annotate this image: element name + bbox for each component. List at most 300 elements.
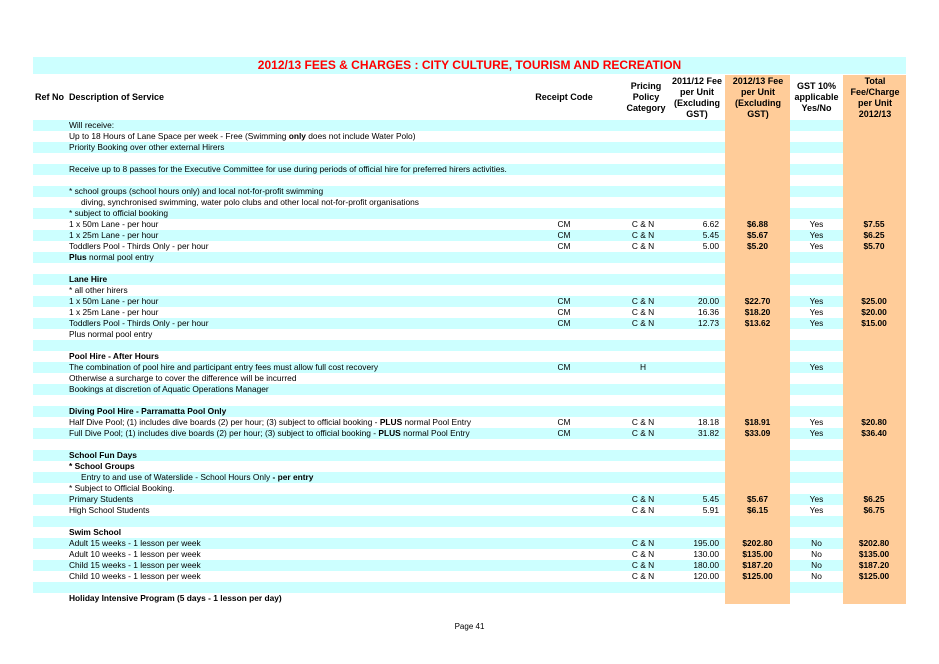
- fee-2012: [726, 582, 789, 593]
- total-fee: $6.25: [863, 230, 885, 240]
- gst-applicable: No: [811, 538, 822, 548]
- fee-2011: [669, 373, 719, 384]
- total-fee: $6.25: [863, 494, 885, 504]
- row-description: [69, 494, 529, 505]
- row-description: [69, 175, 529, 186]
- total-fee: $6.75: [863, 505, 885, 515]
- receipt-code: [538, 208, 590, 219]
- total-fee: $125.00: [858, 571, 890, 581]
- fee-2012: [726, 395, 789, 406]
- fee-2012: $5.20: [747, 241, 768, 251]
- table-row: [33, 439, 906, 450]
- gst-applicable: [791, 483, 842, 494]
- pricing-policy: C & N: [631, 494, 655, 504]
- total-fee: [845, 406, 903, 417]
- fee-2012: $5.67: [747, 494, 768, 504]
- row-description: [69, 538, 529, 549]
- pricing-policy: C & N: [631, 307, 655, 317]
- description-text: Adult 15 weeks - 1 lesson per week: [69, 538, 201, 548]
- table-row: [33, 472, 906, 483]
- header-description: Description of Service: [69, 92, 165, 102]
- fee-2012: [726, 406, 789, 417]
- fee-2011: [669, 450, 719, 461]
- pricing-policy: [623, 395, 663, 406]
- total-fee: [845, 461, 903, 472]
- description-text: Full Dive Pool; (1) includes dive boards (2) per hour; (3) subject to official booking -: [69, 428, 379, 438]
- row-description: [69, 142, 529, 153]
- description-bold: only: [288, 131, 306, 141]
- total-fee: [845, 439, 903, 450]
- description-bold: Swim School: [69, 527, 122, 537]
- total-fee: [845, 450, 903, 461]
- gst-applicable: Yes: [809, 241, 824, 251]
- fee-2011: 12.73: [698, 318, 719, 328]
- receipt-code: [538, 164, 590, 175]
- table-row: [33, 153, 906, 164]
- pricing-policy: [623, 175, 663, 186]
- receipt-code: [538, 494, 590, 505]
- total-fee: [845, 153, 903, 164]
- row-description: [69, 307, 529, 318]
- table-row: [33, 340, 906, 351]
- fee-2012: [726, 384, 789, 395]
- total-fee: $20.00: [861, 307, 887, 317]
- fee-2011: [669, 285, 719, 296]
- gst-applicable: Yes: [809, 505, 824, 515]
- pricing-policy: [623, 197, 663, 208]
- total-fee: [845, 472, 903, 483]
- row-description: [69, 549, 529, 560]
- fee-2011: [669, 329, 719, 340]
- total-fee: [845, 186, 903, 197]
- row-description: [69, 120, 529, 131]
- fee-2011: [669, 186, 719, 197]
- table-row: [33, 142, 906, 153]
- description-text-cont: normal pool entry: [86, 252, 154, 262]
- receipt-code: [538, 472, 590, 483]
- row-description: [69, 516, 529, 527]
- total-fee: [845, 252, 903, 263]
- table-row: [33, 285, 906, 296]
- table-row: [33, 307, 906, 318]
- table-row: [33, 549, 906, 560]
- fee-2012: [726, 208, 789, 219]
- fee-2011: [669, 340, 719, 351]
- description-text: Toddlers Pool - Thirds Only - per hour: [69, 241, 209, 251]
- table-row: [33, 417, 906, 428]
- table-row: [33, 505, 906, 516]
- table-row: [33, 241, 906, 252]
- row-description: [69, 483, 529, 494]
- pricing-policy: C & N: [631, 428, 655, 438]
- header-receipt-code: Receipt Code: [535, 92, 593, 102]
- fee-2012: [726, 362, 789, 373]
- description-text: Primary Students: [69, 494, 134, 504]
- total-fee: [845, 384, 903, 395]
- gst-applicable: [791, 593, 842, 604]
- fee-2011: 5.91: [702, 505, 719, 515]
- row-description: [69, 252, 529, 263]
- table-row: [33, 351, 906, 362]
- receipt-code: [538, 153, 590, 164]
- receipt-code: CM: [557, 318, 571, 328]
- receipt-code: [538, 560, 590, 571]
- fee-2011: [669, 142, 719, 153]
- table-row: [33, 252, 906, 263]
- gst-applicable: Yes: [809, 362, 824, 372]
- fee-2011: [669, 395, 719, 406]
- fee-2012: $18.91: [744, 417, 771, 427]
- gst-applicable: [791, 373, 842, 384]
- table-row: [33, 318, 906, 329]
- gst-applicable: [791, 153, 842, 164]
- total-fee: [845, 527, 903, 538]
- receipt-code: [538, 527, 590, 538]
- receipt-code: [538, 274, 590, 285]
- fee-2012: [726, 516, 789, 527]
- fee-2012: [726, 472, 789, 483]
- fee-2011: 180.00: [693, 560, 719, 570]
- row-description: [69, 428, 529, 439]
- pricing-policy: [623, 461, 663, 472]
- fee-2012: [726, 439, 789, 450]
- gst-applicable: Yes: [809, 318, 824, 328]
- fee-2012: $5.67: [747, 230, 768, 240]
- description-text: The combination of pool hire and participant entry fees must allow full cost recovery: [69, 362, 379, 372]
- row-description: [69, 230, 529, 241]
- receipt-code: [538, 571, 590, 582]
- fee-2011: [669, 175, 719, 186]
- fee-2011: [669, 406, 719, 417]
- pricing-policy: [623, 340, 663, 351]
- gst-applicable: [791, 527, 842, 538]
- fee-2011: 20.00: [698, 296, 719, 306]
- pricing-policy: [623, 516, 663, 527]
- fee-2012: [726, 593, 789, 604]
- fee-2011: [669, 153, 719, 164]
- row-description: [69, 186, 529, 197]
- gst-applicable: [791, 406, 842, 417]
- total-fee: $135.00: [858, 549, 890, 559]
- description-text: 1 x 50m Lane - per hour: [69, 219, 159, 229]
- pricing-policy: [623, 131, 663, 142]
- gst-applicable: [791, 582, 842, 593]
- receipt-code: CM: [557, 307, 571, 317]
- table-row: [33, 384, 906, 395]
- gst-applicable: [791, 329, 842, 340]
- gst-applicable: No: [811, 560, 822, 570]
- fee-2012: $6.88: [747, 219, 768, 229]
- description-bold: Plus: [69, 252, 87, 262]
- table-row: [33, 461, 906, 472]
- table-row: [33, 571, 906, 582]
- fee-2012: [726, 450, 789, 461]
- receipt-code: [538, 197, 590, 208]
- receipt-code: [538, 131, 590, 142]
- pricing-policy: C & N: [631, 560, 655, 570]
- table-row: [33, 274, 906, 285]
- row-description: [69, 285, 529, 296]
- description-text: Entry to and use of Waterslide - School Hours Only: [81, 472, 273, 482]
- total-fee: [845, 285, 903, 296]
- description-text: Otherwise a surcharge to cover the difference will be incurred: [69, 373, 297, 383]
- fee-2011: [669, 263, 719, 274]
- fee-2012: [726, 285, 789, 296]
- pricing-policy: [623, 274, 663, 285]
- description-text: High School Students: [69, 505, 150, 515]
- pricing-policy: [623, 593, 663, 604]
- table-row: [33, 263, 906, 274]
- total-fee: [845, 362, 903, 373]
- row-description: [69, 384, 529, 395]
- fee-2012: [726, 186, 789, 197]
- receipt-code: CM: [557, 241, 571, 251]
- table-row: [33, 164, 906, 175]
- table-body: [33, 120, 906, 604]
- gst-applicable: [791, 395, 842, 406]
- fee-2012: $22.70: [744, 296, 771, 306]
- row-description: [69, 318, 529, 329]
- row-description: [69, 131, 529, 142]
- table-row: [33, 197, 906, 208]
- receipt-code: [538, 384, 590, 395]
- total-fee: [845, 582, 903, 593]
- description-text: 1 x 50m Lane - per hour: [69, 296, 159, 306]
- table-row: [33, 395, 906, 406]
- header-pricing-policy: Pricing Policy Category: [626, 81, 666, 113]
- fee-2011: [669, 593, 719, 604]
- row-description: [69, 329, 529, 340]
- total-fee: $5.70: [863, 241, 885, 251]
- total-fee: [845, 164, 903, 175]
- receipt-code: [538, 252, 590, 263]
- gst-applicable: [791, 472, 842, 483]
- receipt-code: [538, 516, 590, 527]
- description-text-cont: normal Pool Entry: [400, 428, 470, 438]
- table-row: [33, 428, 906, 439]
- total-fee: [845, 395, 903, 406]
- header-total: Total Fee/Charge per Unit 2012/13: [850, 75, 900, 119]
- total-fee: [845, 142, 903, 153]
- total-fee: $25.00: [861, 296, 887, 306]
- fee-2012: [726, 329, 789, 340]
- gst-applicable: No: [811, 571, 822, 581]
- gst-applicable: [791, 120, 842, 131]
- page-title: 2012/13 FEES & CHARGES : CITY CULTURE, TOURISM AND RECREATION: [33, 57, 906, 75]
- fee-2012: [726, 142, 789, 153]
- fee-2011: [669, 516, 719, 527]
- total-fee: [845, 274, 903, 285]
- table-row: [33, 582, 906, 593]
- pricing-policy: C & N: [631, 241, 655, 251]
- gst-applicable: [791, 186, 842, 197]
- row-description: [69, 560, 529, 571]
- fee-2011: [669, 120, 719, 131]
- pricing-policy: C & N: [631, 318, 655, 328]
- fee-2011: 31.82: [698, 428, 719, 438]
- description-text: Child 15 weeks - 1 lesson per week: [69, 560, 201, 570]
- total-fee: $202.80: [858, 538, 890, 548]
- gst-applicable: [791, 263, 842, 274]
- description-text-cont: does not include Water Polo): [305, 131, 416, 141]
- table-row: [33, 329, 906, 340]
- row-description: [69, 153, 529, 164]
- total-fee: $15.00: [861, 318, 887, 328]
- fee-2012: $135.00: [742, 549, 773, 559]
- receipt-code: CM: [557, 362, 571, 372]
- receipt-code: [538, 450, 590, 461]
- total-fee: [845, 208, 903, 219]
- fee-2011: [669, 461, 719, 472]
- header-gst: GST 10% applicable Yes/No: [794, 81, 839, 113]
- row-description: [69, 340, 529, 351]
- receipt-code: [538, 186, 590, 197]
- fee-2012: [726, 175, 789, 186]
- pricing-policy: [623, 142, 663, 153]
- receipt-code: [538, 538, 590, 549]
- fee-2011: 5.00: [702, 241, 719, 251]
- fee-2011: [669, 384, 719, 395]
- gst-applicable: Yes: [809, 219, 824, 229]
- description-text: Up to 18 Hours of Lane Space per week - Free (Swimming: [69, 131, 289, 141]
- receipt-code: [538, 461, 590, 472]
- fee-2011: [669, 252, 719, 263]
- table-row: [33, 516, 906, 527]
- row-description: [69, 395, 529, 406]
- total-fee: [845, 516, 903, 527]
- gst-applicable: [791, 461, 842, 472]
- gst-applicable: [791, 252, 842, 263]
- header-fee-2011: 2011/12 Fee per Unit (Excluding GST): [671, 75, 723, 119]
- gst-applicable: [791, 142, 842, 153]
- table-row: [33, 494, 906, 505]
- description-bold: Pool Hire - After Hours: [69, 351, 159, 361]
- pricing-policy: C & N: [631, 230, 655, 240]
- table-row: [33, 527, 906, 538]
- table-row: [33, 406, 906, 417]
- fee-2012: [726, 131, 789, 142]
- pricing-policy: [623, 164, 663, 175]
- pricing-policy: [623, 439, 663, 450]
- receipt-code: [538, 395, 590, 406]
- description-text: Will receive:: [69, 120, 115, 130]
- total-fee: [845, 483, 903, 494]
- fee-2012: [726, 340, 789, 351]
- total-fee: [845, 197, 903, 208]
- fee-2012: [726, 373, 789, 384]
- row-description: [69, 219, 529, 230]
- fee-2012: [726, 274, 789, 285]
- receipt-code: [538, 593, 590, 604]
- description-bold: Holiday Intensive Program (5 days - 1 lesson per day): [69, 593, 282, 603]
- pricing-policy: [623, 384, 663, 395]
- receipt-code: CM: [557, 296, 571, 306]
- pricing-policy: [623, 208, 663, 219]
- header-ref: Ref No: [35, 92, 64, 102]
- fee-2012: [726, 120, 789, 131]
- row-description: [69, 417, 529, 428]
- receipt-code: [538, 505, 590, 516]
- fee-2011: [669, 164, 719, 175]
- gst-applicable: [791, 439, 842, 450]
- pricing-policy: [623, 450, 663, 461]
- row-description: [69, 241, 529, 252]
- description-text: * subject to official booking: [69, 208, 169, 218]
- row-description: [69, 461, 529, 472]
- row-description: [69, 472, 541, 483]
- fee-2012: [726, 263, 789, 274]
- table-row: [33, 296, 906, 307]
- row-description: [69, 296, 529, 307]
- fee-2012: [726, 527, 789, 538]
- fee-2011: 16.36: [698, 307, 719, 317]
- row-description: [69, 571, 529, 582]
- fee-2012: $202.80: [742, 538, 773, 548]
- receipt-code: [538, 351, 590, 362]
- description-text: 1 x 25m Lane - per hour: [69, 230, 159, 240]
- row-description: [69, 582, 529, 593]
- description-bold: PLUS: [379, 417, 403, 427]
- table-row: [33, 219, 906, 230]
- gst-applicable: [791, 351, 842, 362]
- pricing-policy: [623, 285, 663, 296]
- fee-2011: [669, 472, 719, 483]
- gst-applicable: [791, 175, 842, 186]
- description-bold: School Fun Days: [69, 450, 137, 460]
- pricing-policy: C & N: [631, 219, 655, 229]
- fee-2012: $13.62: [744, 318, 771, 328]
- pricing-policy: [623, 120, 663, 131]
- description-text: Child 10 weeks - 1 lesson per week: [69, 571, 201, 581]
- gst-applicable: [791, 131, 842, 142]
- total-fee: [845, 373, 903, 384]
- receipt-code: [538, 340, 590, 351]
- row-description: [69, 450, 529, 461]
- row-description: [69, 197, 541, 208]
- total-fee: $7.55: [863, 219, 885, 229]
- fee-2012: $33.09: [744, 428, 771, 438]
- fee-2012: [726, 252, 789, 263]
- total-fee: [845, 175, 903, 186]
- fee-2011: 18.18: [698, 417, 719, 427]
- receipt-code: CM: [557, 428, 571, 438]
- description-text: * Subject to Official Booking.: [69, 483, 175, 493]
- description-bold: Diving Pool Hire - Parramatta Pool Only: [69, 406, 227, 416]
- fee-2012: $125.00: [742, 571, 773, 581]
- fee-2011: [669, 351, 719, 362]
- pricing-policy: C & N: [631, 505, 655, 515]
- description-bold: - per entry: [272, 472, 314, 482]
- fee-2011: [669, 362, 719, 373]
- total-fee: $36.40: [861, 428, 887, 438]
- fee-2011: 120.00: [693, 571, 719, 581]
- description-text: Toddlers Pool - Thirds Only - per hour: [69, 318, 209, 328]
- description-text: Priority Booking over other external Hirers: [69, 142, 225, 152]
- description-text-cont: normal Pool Entry: [402, 417, 472, 427]
- gst-applicable: [791, 197, 842, 208]
- pricing-policy: C & N: [631, 296, 655, 306]
- table-row: [33, 560, 906, 571]
- total-fee: [845, 131, 903, 142]
- table-row: [33, 175, 906, 186]
- pricing-policy: [623, 186, 663, 197]
- table-row: [33, 373, 906, 384]
- fee-2011: [669, 208, 719, 219]
- header-fee-2012: 2012/13 Fee per Unit (Excluding GST): [732, 75, 784, 119]
- row-description: [69, 208, 529, 219]
- page-number: Page 41: [454, 622, 485, 631]
- gst-applicable: Yes: [809, 296, 824, 306]
